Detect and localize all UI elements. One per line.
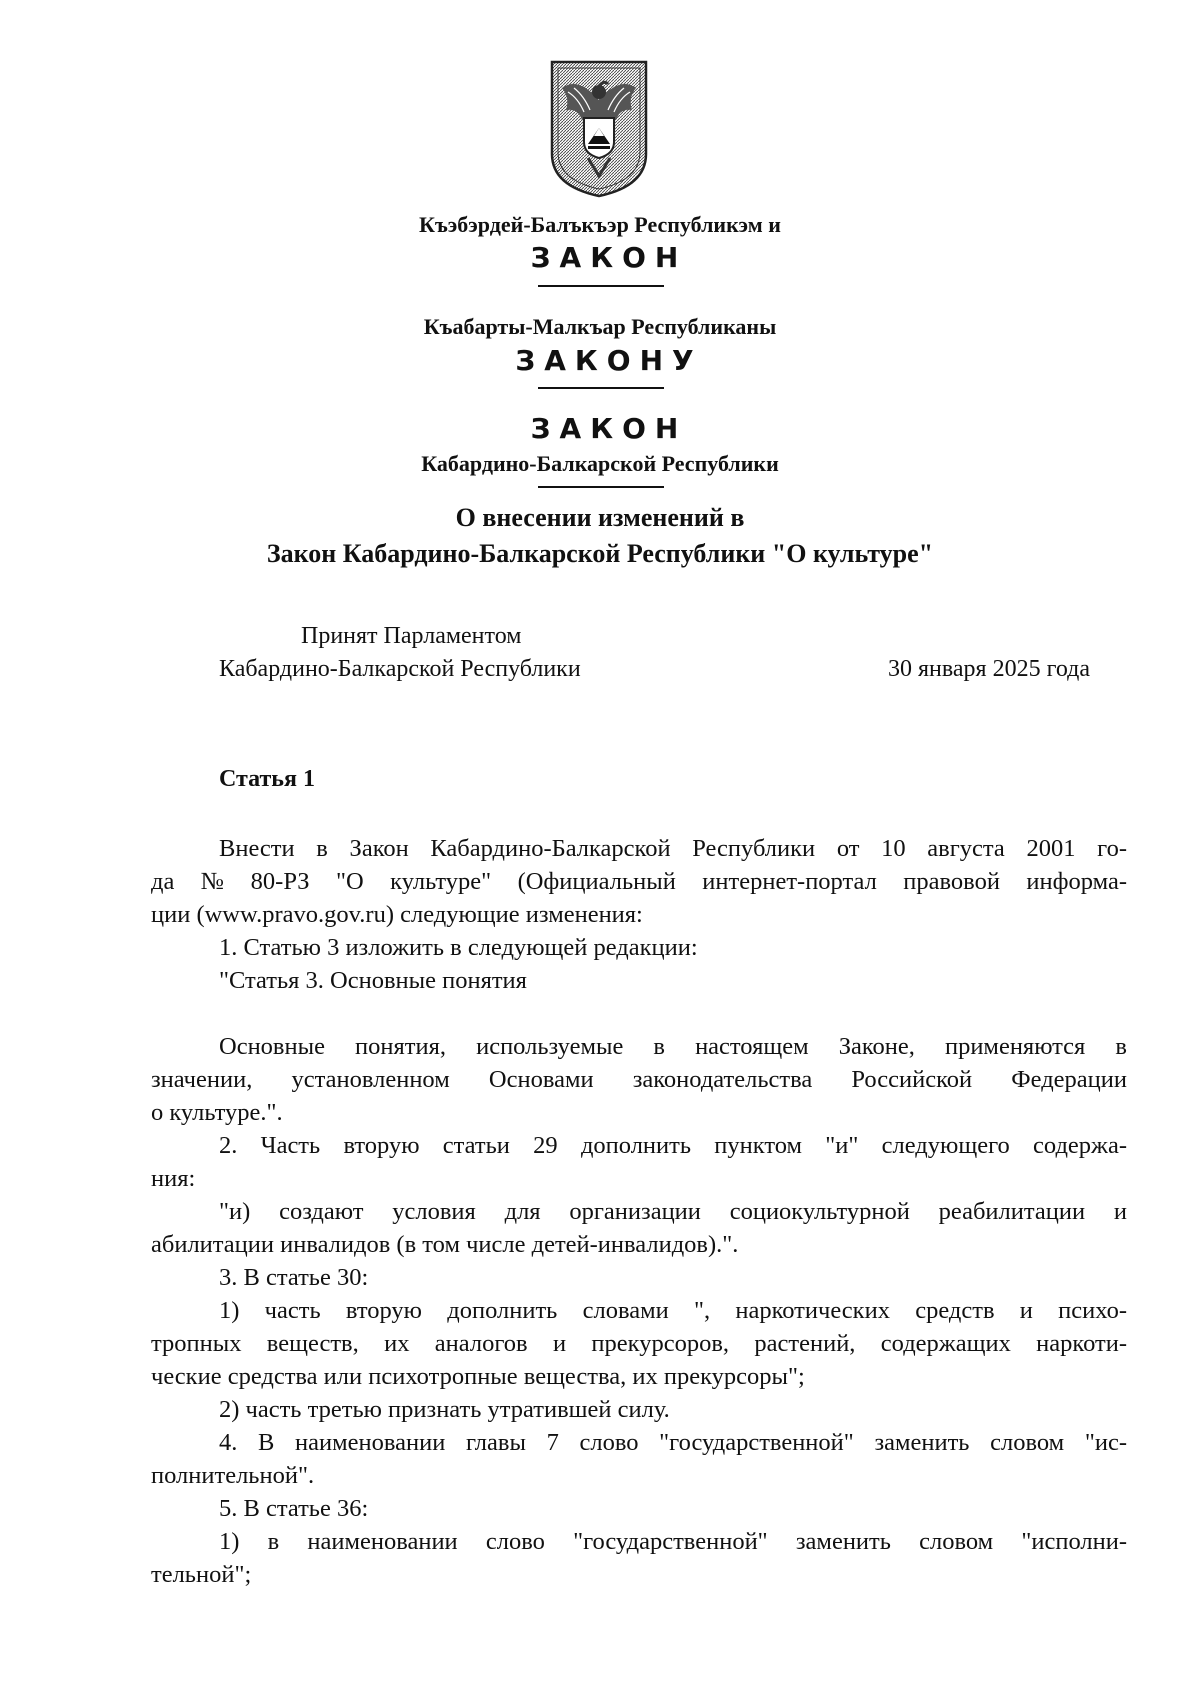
divider <box>538 486 664 488</box>
body-text-line: 2) часть третью признать утратившей силу. <box>219 1396 670 1423</box>
body-text-line: тельной"; <box>151 1561 252 1588</box>
body-text-line: 1) часть вторую дополнить словами ", наркотических средств и психо- <box>219 1297 1127 1324</box>
adopted-by-line-2: Кабардино-Балкарской Республики <box>219 656 581 682</box>
body-text-line: "Статья 3. Основные понятия <box>219 967 527 994</box>
body-text-line: о культуре.". <box>151 1099 283 1126</box>
law-title-line-2: Закон Кабардино-Балкарской Республики "О культуре" <box>266 539 934 568</box>
header-russian: Кабардино-Балкарской Республики <box>421 451 779 476</box>
body-text-line: да № 80-РЗ "О культуре" (Официальный интернет-портал правовой информа- <box>151 868 1127 895</box>
body-text-line: полнительной". <box>151 1462 315 1489</box>
body-text-line: абилитации инвалидов (в том числе детей-инвалидов).". <box>151 1231 739 1258</box>
body-text-line: тропных веществ, их аналогов и прекурсоров, растений, содержащих наркоти- <box>151 1330 1127 1357</box>
body-text-line: ния: <box>151 1165 196 1192</box>
body-text-line: "и) создают условия для организации социокультурной реабилитации и <box>219 1198 1127 1225</box>
body-text-line: 1) в наименовании слово "государственной" заменить словом "исполни- <box>219 1528 1127 1555</box>
body-text-line: 5. В статье 36: <box>219 1495 369 1522</box>
body-text-line: 3. В статье 30: <box>219 1264 369 1291</box>
adopted-by-line-1: Принят Парламентом <box>301 623 522 649</box>
divider <box>538 285 664 287</box>
header-balkar: Къабарты-Малкъар Республиканы <box>423 314 777 339</box>
body-text-line: 1. Статью 3 изложить в следующей редакции: <box>219 934 698 961</box>
body-text-line: Внести в Закон Кабардино-Балкарской Республики от 10 августа 2001 го- <box>219 835 1127 862</box>
adoption-date: 30 января 2025 года <box>888 656 1091 682</box>
article-heading: Статья 1 <box>219 766 315 792</box>
divider <box>538 387 664 389</box>
header-zakon-kabardian: ЗАКОН <box>530 241 688 274</box>
body-text-line: ческие средства или психотропные вещества, их прекурсоры"; <box>151 1363 805 1390</box>
body-text-line: значении, установленном Основами законодательства Российской Федерации <box>151 1066 1127 1093</box>
law-title-line-1: О внесении изменений в <box>455 503 745 532</box>
body-text-line: ции (www.pravo.gov.ru) следующие изменения: <box>151 901 643 928</box>
header-zakon-balkar: ЗАКОНУ <box>515 344 703 377</box>
body-text-line: 4. В наименовании главы 7 слово "государственной" заменить словом "ис- <box>219 1429 1127 1456</box>
coat-of-arms-emblem <box>548 58 650 200</box>
header-kabardian: Къэбэрдей-Балъкъэр Республикэм и <box>419 212 781 237</box>
body-text-line: Основные понятия, используемые в настоящем Законе, применяются в <box>219 1033 1127 1060</box>
body-text-line: 2. Часть вторую статьи 29 дополнить пунктом "и" следующего содержа- <box>219 1132 1127 1159</box>
header-zakon-russian: ЗАКОН <box>530 412 688 445</box>
